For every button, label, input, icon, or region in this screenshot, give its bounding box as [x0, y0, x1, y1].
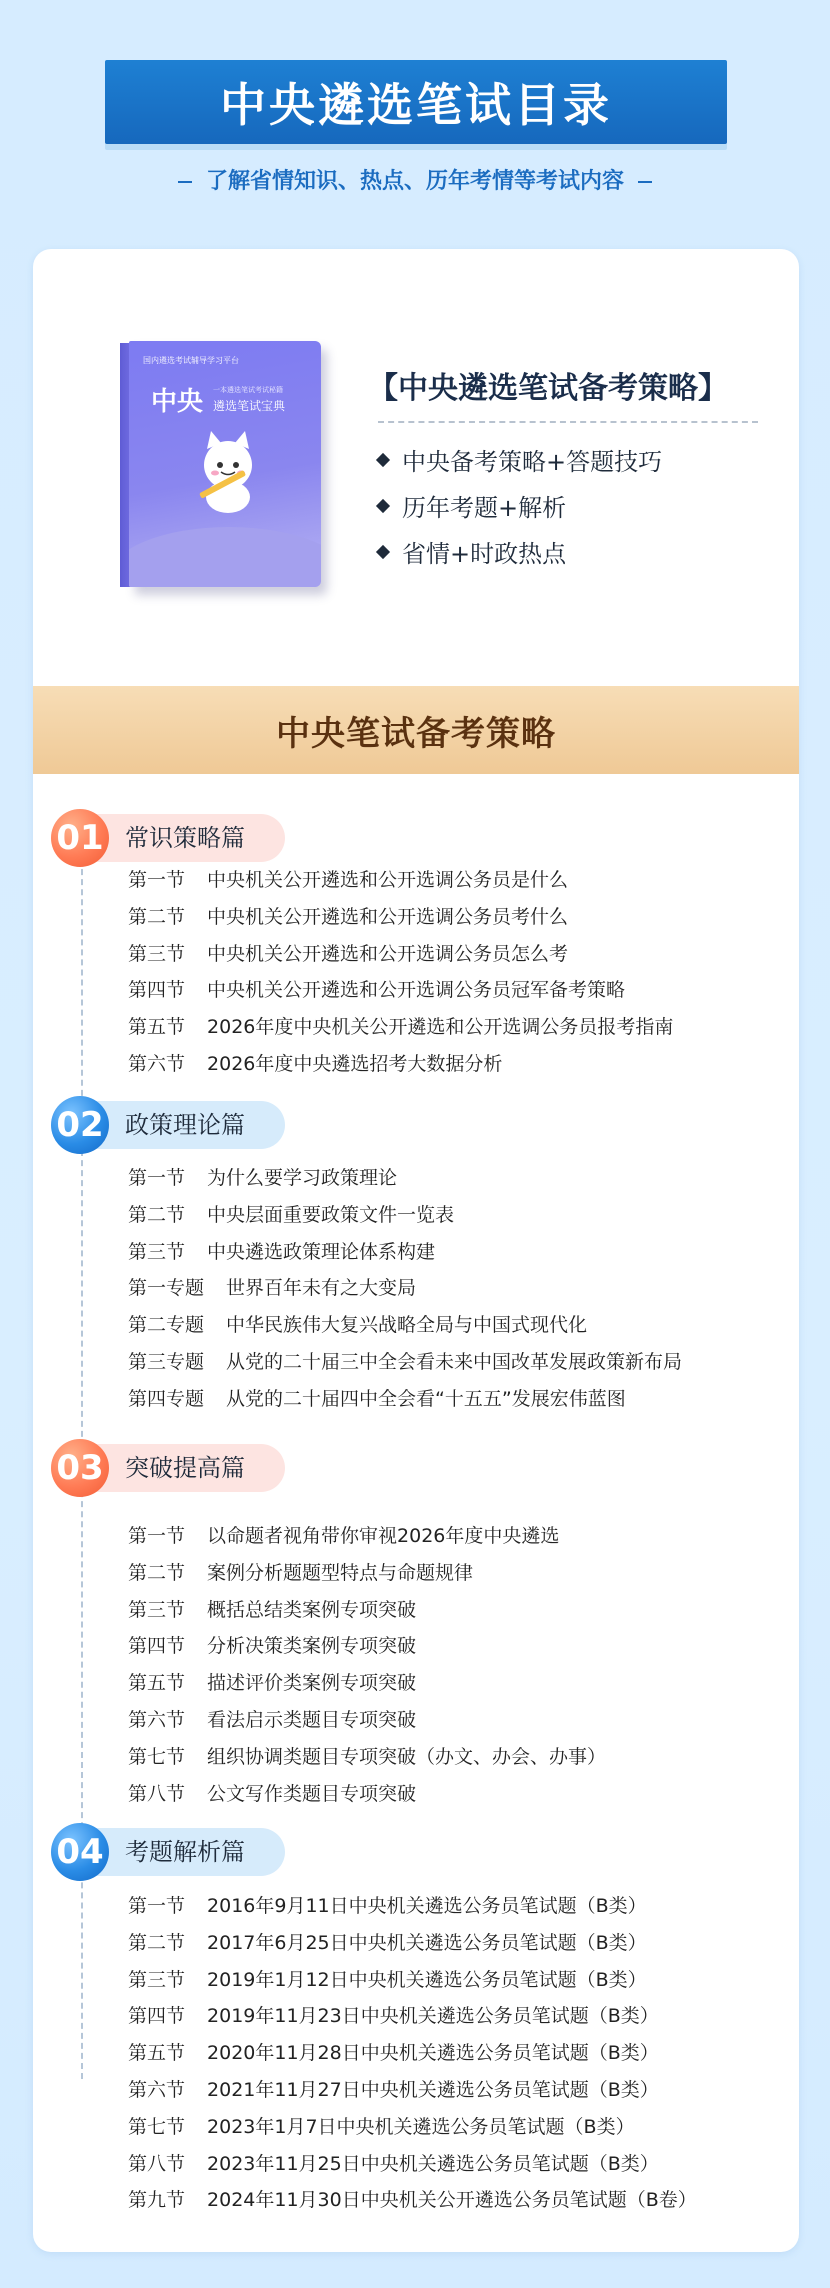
list-item [128, 1962, 697, 1999]
item-label: 第二专题 [128, 1314, 205, 1337]
item-text: 中华民族伟大复兴战略全局与中国式现代化 [226, 1314, 588, 1337]
item-text: 案例分析题题型特点与命题规律 [207, 1561, 474, 1584]
chapter-02-list [128, 1160, 682, 1418]
section-header-band [33, 686, 799, 774]
item-label: 第七节 [128, 1745, 186, 1768]
list-item [128, 1888, 697, 1925]
item-text: 2026年度中央遴选招考大数据分析 [207, 1052, 503, 1075]
item-text: 2024年11月30日中央机关公开遴选公务员笔试题（B卷） [207, 2189, 697, 2212]
list-item [128, 972, 673, 1009]
item-label: 第八节 [128, 2152, 186, 2175]
item-label: 第四专题 [128, 1387, 205, 1410]
item-label: 第六节 [128, 1708, 186, 1731]
item-label: 第六节 [128, 2078, 186, 2101]
item-label: 第四节 [128, 979, 186, 1002]
chapter-04-list [128, 1888, 697, 2219]
chapter-03-list [128, 1518, 606, 1812]
item-label: 第三节 [128, 1968, 186, 1991]
list-item [128, 1307, 682, 1344]
item-label: 第一节 [128, 1167, 186, 1189]
item-label: 第二节 [128, 1931, 186, 1954]
list-item [128, 1776, 606, 1813]
list-item [128, 1998, 697, 2035]
chapter-number-badge: 01 [51, 809, 109, 867]
book-name: 遴选笔试宝典 [213, 399, 286, 413]
item-label: 第三节 [128, 1598, 186, 1621]
item-label: 第三专题 [128, 1350, 205, 1373]
page-title-banner [105, 60, 727, 144]
item-label: 第一节 [128, 1525, 186, 1547]
list-item [128, 1381, 682, 1418]
item-text: 分析决策类案例专项突破 [207, 1635, 417, 1658]
diamond-bullet-icon [376, 499, 390, 513]
item-text: 公文写作类题目专项突破 [207, 1782, 417, 1805]
list-item [128, 936, 673, 973]
list-item [128, 1046, 673, 1083]
book-cover-image [129, 341, 321, 587]
list-item [128, 1160, 682, 1197]
item-text: 看法启示类题目专项突破 [207, 1708, 417, 1731]
list-item [128, 1009, 673, 1046]
chapter-title-pill: 政策理论篇 [85, 1101, 285, 1149]
item-text: 中央机关公开遴选和公开选调公务员怎么考 [207, 942, 569, 965]
item-text: 中央层面重要政策文件一览表 [207, 1203, 455, 1226]
book-ground-shape [129, 527, 321, 587]
item-text: 2019年1月12日中央机关遴选公务员笔试题（B类） [207, 1968, 647, 1991]
subtitle-dash-left [178, 181, 192, 183]
item-label: 第六节 [128, 1052, 186, 1075]
promo-title: 【中央遴选笔试备考策略】 [368, 371, 728, 406]
list-item [128, 2146, 697, 2183]
item-text: 组织协调类题目专项突破（办文、办会、办事） [207, 1745, 607, 1768]
promo-bullet [378, 439, 662, 485]
item-text: 为什么要学习政策理论 [207, 1167, 398, 1189]
mascot-cat-icon [193, 425, 263, 515]
book-publisher: 国内遴选考试辅导学习平台 [143, 356, 239, 365]
item-text: 2026年度中央机关公开遴选和公开选调公务员报考指南 [207, 1016, 674, 1039]
item-label: 第二节 [128, 905, 186, 928]
chapter-number-badge: 02 [51, 1096, 109, 1154]
diamond-bullet-icon [376, 453, 390, 467]
chapter-title-pill: 突破提高篇 [85, 1444, 285, 1492]
chapter-title-pill: 考题解析篇 [85, 1828, 285, 1876]
promo-bullet-text: 省情+时政热点 [402, 540, 567, 568]
list-item [128, 1628, 606, 1665]
item-text: 描述评价类案例专项突破 [207, 1672, 417, 1695]
promo-bullet [378, 531, 662, 577]
list-item [128, 2182, 697, 2219]
subtitle-text: 了解省情知识、热点、历年考情等考试内容 [205, 169, 624, 194]
chapter-number-badge: 03 [51, 1439, 109, 1497]
section-title: 中央笔试备考策略 [276, 713, 556, 754]
item-label: 第七节 [128, 2115, 186, 2138]
item-label: 第四节 [128, 2005, 186, 2028]
list-item [128, 899, 673, 936]
book-series: 一本遴选笔试考试秘籍 [213, 386, 283, 394]
item-label: 第一节 [128, 869, 186, 891]
item-text: 2023年11月25日中央机关遴选公务员笔试题（B类） [207, 2152, 659, 2175]
list-item [128, 1234, 682, 1271]
item-label: 第五节 [128, 1672, 186, 1695]
item-label: 第五节 [128, 2042, 186, 2065]
diamond-bullet-icon [376, 545, 390, 559]
item-label: 第五节 [128, 1016, 186, 1039]
page-subtitle [0, 164, 830, 195]
promo-bullet [378, 485, 662, 531]
item-text: 中央遴选政策理论体系构建 [207, 1240, 436, 1263]
item-label: 第八节 [128, 1782, 186, 1805]
item-label: 第二节 [128, 1561, 186, 1584]
item-label: 第三节 [128, 1240, 186, 1263]
chapter-title-pill: 常识策略篇 [85, 814, 285, 862]
item-label: 第二节 [128, 1203, 186, 1226]
item-text: 概括总结类案例专项突破 [207, 1598, 417, 1621]
list-item [128, 1592, 606, 1629]
promo-bullet-list [378, 439, 662, 577]
list-item [128, 1270, 682, 1307]
chapter-01-list [128, 862, 673, 1083]
list-item [128, 1518, 606, 1555]
item-label: 第一专题 [128, 1277, 205, 1300]
item-text: 世界百年未有之大变局 [226, 1277, 417, 1300]
item-label: 第三节 [128, 942, 186, 965]
item-text: 2016年9月11日中央机关遴选公务员笔试题（B类） [207, 1895, 647, 1917]
chapter-number-badge: 04 [51, 1823, 109, 1881]
item-label: 第四节 [128, 1635, 186, 1658]
item-label: 第一节 [128, 1895, 186, 1917]
list-item [128, 1925, 697, 1962]
item-text: 2023年1月7日中央机关遴选公务员笔试题（B类） [207, 2115, 635, 2138]
promo-divider [378, 421, 758, 423]
list-item [128, 862, 673, 899]
item-text: 2020年11月28日中央机关遴选公务员笔试题（B类） [207, 2042, 659, 2065]
item-text: 从党的二十届四中全会看“十五五”发展宏伟蓝图 [226, 1387, 626, 1410]
item-text: 以命题者视角带你审视2026年度中央遴选 [207, 1525, 560, 1547]
item-text: 2019年11月23日中央机关遴选公务员笔试题（B类） [207, 2005, 659, 2028]
list-item [128, 1344, 682, 1381]
list-item [128, 1197, 682, 1234]
item-text: 中央机关公开遴选和公开选调公务员是什么 [207, 869, 569, 891]
subtitle-dash-right [638, 181, 652, 183]
item-text: 中央机关公开遴选和公开选调公务员冠军备考策略 [207, 979, 626, 1002]
item-label: 第九节 [128, 2189, 186, 2212]
content-card [33, 249, 799, 2252]
promo-bullet-text: 中央备考策略+答题技巧 [402, 448, 663, 476]
promo-bullet-text: 历年考题+解析 [402, 494, 567, 522]
item-text: 中央机关公开遴选和公开选调公务员考什么 [207, 905, 569, 928]
item-text: 从党的二十届三中全会看未来中国改革发展政策新布局 [226, 1350, 683, 1373]
list-item [128, 1702, 606, 1739]
list-item [128, 2109, 697, 2146]
item-text: 2017年6月25日中央机关遴选公务员笔试题（B类） [207, 1931, 647, 1954]
item-text: 2021年11月27日中央机关遴选公务员笔试题（B类） [207, 2078, 659, 2101]
list-item [128, 2072, 697, 2109]
book-big-char: 中央 [151, 387, 204, 417]
list-item [128, 1555, 606, 1592]
list-item [128, 1739, 606, 1776]
list-item [128, 2035, 697, 2072]
page-title: 中央遴选笔试目录 [220, 78, 612, 132]
list-item [128, 1665, 606, 1702]
